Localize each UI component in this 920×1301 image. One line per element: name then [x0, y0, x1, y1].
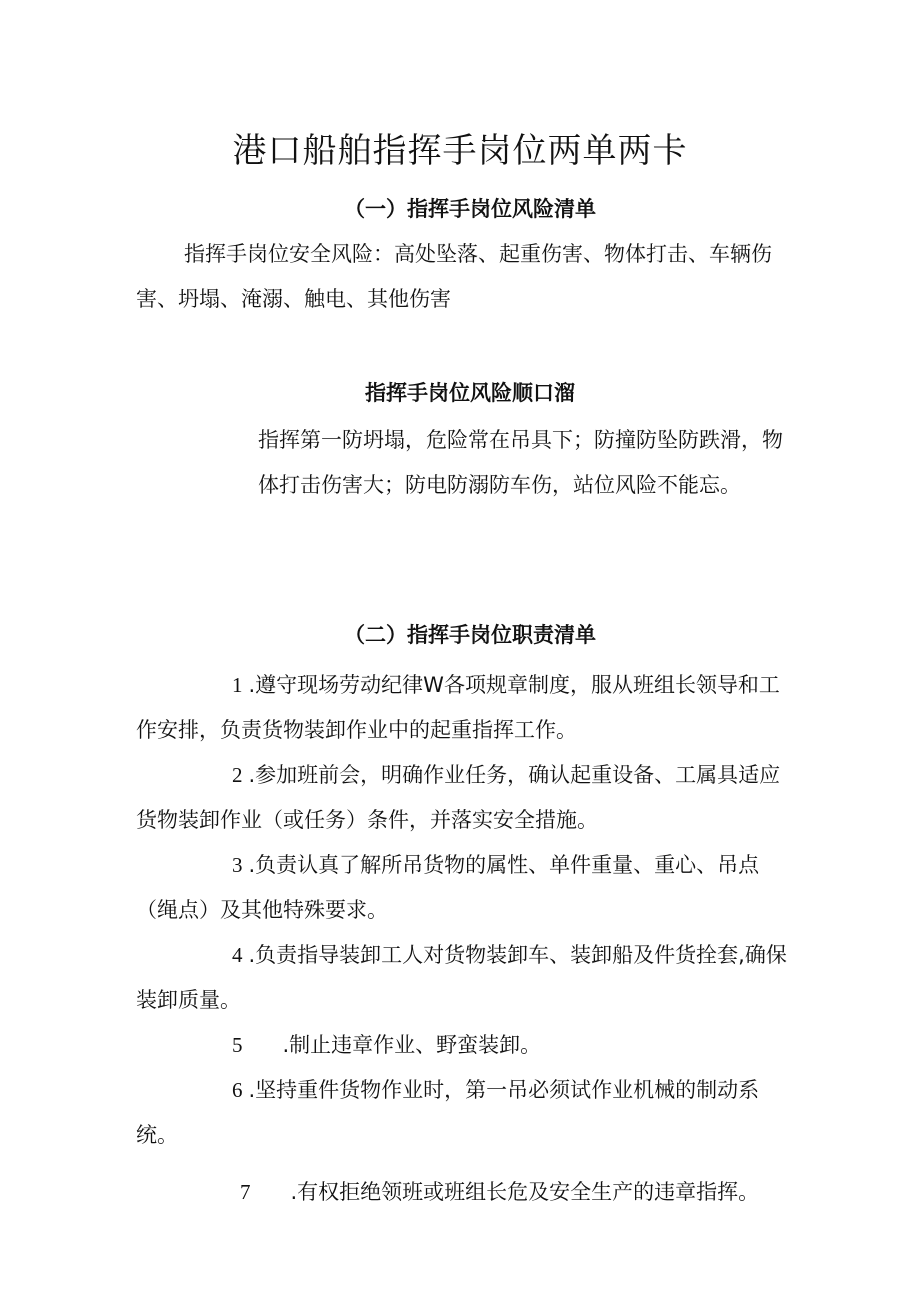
- duty-item: [136, 843, 796, 933]
- risk-paragraph: 指挥手岗位安全风险：高处坠落、起重伤害、物体打击、车辆伤害、坍塌、淹溺、触电、其他伤害: [136, 242, 772, 311]
- duty-item: [136, 933, 796, 1023]
- duty-number: 2: [232, 763, 243, 787]
- rhyme-paragraph: 指挥第一防坍塌，危险常在吊具下；防撞防坠防跌滑，物体打击伤害大；防电防溺防车伤，站位风险不能忘。: [258, 428, 783, 497]
- duty-item: [136, 1170, 796, 1215]
- duty-item: [136, 753, 796, 843]
- duty-text: .遵守现场劳动纪律W各项规章制度，服从班组长领导和工作安排，负责货物装卸作业中的起重指挥工作。: [136, 673, 780, 742]
- duty-number: 1: [232, 673, 243, 697]
- duty-number: 6: [232, 1078, 243, 1102]
- duty-text: .有权拒绝领班或班组长危及安全生产的违章指挥。: [290, 1180, 760, 1204]
- duty-text: .负责认真了解所吊货物的属性、单件重量、重心、吊点（绳点）及其他特殊要求。: [136, 853, 760, 922]
- duty-item: [136, 1068, 796, 1158]
- duty-number: 5: [232, 1033, 243, 1057]
- rhyme-heading: 指挥手岗位风险顺口溜: [365, 381, 575, 405]
- document-title: 港口船舶指挥手岗位两单两卡: [232, 131, 688, 171]
- duty-text: .制止违章作业、野蛮装卸。: [282, 1033, 542, 1057]
- duty-number: 7: [240, 1180, 251, 1204]
- duty-item: [136, 1023, 796, 1068]
- duty-number: 4: [232, 943, 243, 967]
- section-heading-risk-list: （一）指挥手岗位风险清单: [344, 197, 596, 221]
- duty-number: 3: [232, 853, 243, 877]
- duty-text: .参加班前会，明确作业任务，确认起重设备、工属具适应货物装卸作业（或任务）条件，并落实安全措施。: [136, 763, 781, 832]
- duty-text: .坚持重件货物作业时，第一吊必须试作业机械的制动系统。: [136, 1078, 760, 1147]
- section-heading-duty-list: （二）指挥手岗位职责清单: [344, 623, 596, 647]
- duty-item: [136, 663, 796, 753]
- duty-text: .负责指导装卸工人对货物装卸车、装卸船及件货拴套,确保装卸质量。: [136, 943, 787, 1012]
